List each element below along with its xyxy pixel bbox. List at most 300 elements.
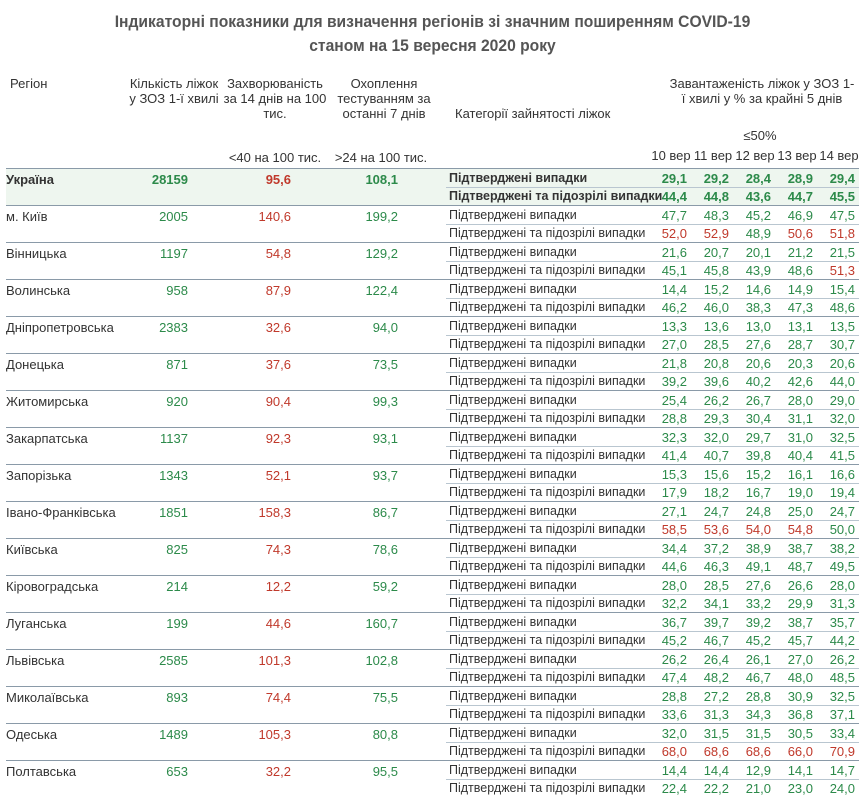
load-value: 19,4 bbox=[829, 485, 855, 500]
load-value: 39,7 bbox=[703, 615, 729, 630]
load-value: 45,2 bbox=[745, 208, 771, 223]
load-value: 53,6 bbox=[703, 522, 729, 537]
category-label: Підтверджені та підозрілі випадки bbox=[449, 411, 646, 425]
load-value: 54,8 bbox=[787, 522, 813, 537]
region-name: Львівська bbox=[6, 653, 65, 668]
header-threshold-testing: >24 на 100 тис. bbox=[334, 150, 428, 165]
load-value: 33,4 bbox=[829, 726, 855, 741]
category-label: Підтверджені випадки bbox=[449, 245, 577, 259]
region-name: Кіровоградська bbox=[6, 579, 99, 594]
load-value: 28,8 bbox=[661, 411, 687, 426]
region-name: Київська bbox=[6, 542, 58, 557]
table-row bbox=[6, 279, 859, 316]
table-row bbox=[6, 353, 859, 390]
load-value: 28,0 bbox=[829, 578, 855, 593]
header-incidence: Захворюваність за 14 днів на 100 тис. bbox=[223, 76, 327, 121]
load-value: 15,3 bbox=[661, 467, 687, 482]
load-value: 45,8 bbox=[703, 263, 729, 278]
region-name: Донецька bbox=[6, 357, 65, 372]
load-value: 25,4 bbox=[661, 393, 687, 408]
header-day: 14 вер bbox=[819, 148, 859, 163]
load-value: 20,8 bbox=[703, 356, 729, 371]
load-value: 12,9 bbox=[745, 763, 771, 778]
testing-value: 108,1 bbox=[365, 172, 398, 187]
load-value: 16,1 bbox=[787, 467, 813, 482]
load-value: 44,7 bbox=[787, 189, 813, 204]
category-label: Підтверджені випадки bbox=[449, 393, 577, 407]
category-label: Підтверджені та підозрілі випадки bbox=[449, 559, 646, 573]
header-testing: Охоплення тестуванням за останні 7 днів bbox=[337, 76, 431, 121]
beds-count: 1489 bbox=[159, 727, 188, 742]
load-value: 24,7 bbox=[829, 504, 855, 519]
load-value: 41,4 bbox=[661, 448, 687, 463]
table-row bbox=[6, 760, 859, 797]
beds-count: 1851 bbox=[159, 505, 188, 520]
load-value: 46,0 bbox=[703, 300, 729, 315]
testing-value: 75,5 bbox=[372, 690, 398, 705]
load-value: 46,3 bbox=[703, 559, 729, 574]
load-value: 20,6 bbox=[745, 356, 771, 371]
incidence-value: 95,6 bbox=[265, 172, 291, 187]
category-label: Підтверджені та підозрілі випадки bbox=[449, 300, 646, 314]
category-label: Підтверджені та підозрілі випадки bbox=[449, 226, 646, 240]
row-divider bbox=[446, 742, 859, 743]
category-label: Підтверджені випадки bbox=[449, 504, 577, 518]
load-value: 36,7 bbox=[661, 615, 687, 630]
testing-value: 95,5 bbox=[372, 764, 398, 779]
load-value: 14,4 bbox=[703, 763, 729, 778]
load-value: 68,0 bbox=[661, 744, 687, 759]
beds-count: 2383 bbox=[159, 320, 188, 335]
load-value: 39,2 bbox=[661, 374, 687, 389]
header-threshold-load: ≤50% bbox=[743, 128, 777, 143]
load-value: 28,0 bbox=[787, 393, 813, 408]
header-category: Категорії зайнятості ліжок bbox=[455, 106, 611, 121]
incidence-value: 140,6 bbox=[258, 209, 291, 224]
load-value: 48,6 bbox=[787, 263, 813, 278]
load-value: 31,3 bbox=[829, 596, 855, 611]
load-value: 49,1 bbox=[745, 559, 771, 574]
table-row bbox=[6, 538, 859, 575]
page-title bbox=[35, 10, 831, 58]
load-value: 44,0 bbox=[829, 374, 855, 389]
table-row bbox=[6, 390, 859, 427]
load-value: 33,2 bbox=[745, 596, 771, 611]
load-value: 26,2 bbox=[703, 393, 729, 408]
region-name: Дніпропетровська bbox=[6, 320, 114, 335]
table-row bbox=[6, 205, 859, 242]
load-value: 29,0 bbox=[829, 393, 855, 408]
load-value: 26,2 bbox=[829, 652, 855, 667]
load-value: 36,8 bbox=[787, 707, 813, 722]
load-value: 54,0 bbox=[745, 522, 771, 537]
region-name: Одеська bbox=[6, 727, 58, 742]
load-value: 22,4 bbox=[661, 781, 687, 796]
load-value: 16,7 bbox=[745, 485, 771, 500]
testing-value: 129,2 bbox=[365, 246, 398, 261]
category-label: Підтверджені випадки bbox=[449, 652, 577, 666]
load-value: 14,1 bbox=[787, 763, 813, 778]
region-name: Запорізька bbox=[6, 468, 72, 483]
header-region: Регіон bbox=[10, 76, 48, 91]
load-value: 27,6 bbox=[745, 578, 771, 593]
load-value: 32,0 bbox=[829, 411, 855, 426]
table-row bbox=[6, 168, 859, 205]
load-value: 30,7 bbox=[829, 337, 855, 352]
load-value: 48,2 bbox=[703, 670, 729, 685]
load-value: 31,0 bbox=[787, 430, 813, 445]
load-value: 38,7 bbox=[787, 541, 813, 556]
incidence-value: 52,1 bbox=[265, 468, 291, 483]
load-value: 50,0 bbox=[829, 522, 855, 537]
region-name: Вінницька bbox=[6, 246, 67, 261]
category-label: Підтверджені та підозрілі випадки bbox=[449, 744, 646, 758]
header-load: Завантаженість ліжок у ЗОЗ 1-ї хвилі у % за крайні 5 днів bbox=[669, 76, 855, 106]
category-label: Підтверджені та підозрілі випадки bbox=[449, 596, 646, 610]
load-value: 21,2 bbox=[787, 245, 813, 260]
table-row bbox=[6, 612, 859, 649]
load-value: 40,7 bbox=[703, 448, 729, 463]
category-label: Підтверджені та підозрілі випадки bbox=[449, 522, 646, 536]
region-name: Івано-Франківська bbox=[6, 505, 116, 520]
incidence-value: 158,3 bbox=[258, 505, 291, 520]
header-days bbox=[650, 148, 860, 163]
load-value: 27,6 bbox=[745, 337, 771, 352]
region-name: Полтавська bbox=[6, 764, 77, 779]
category-label: Підтверджені випадки bbox=[449, 319, 577, 333]
load-value: 14,9 bbox=[787, 282, 813, 297]
load-value: 15,2 bbox=[745, 467, 771, 482]
header-day: 13 вер bbox=[777, 148, 817, 163]
header-beds: Кількість ліжок у ЗОЗ 1-ї хвилі bbox=[129, 76, 219, 106]
beds-count: 871 bbox=[166, 357, 188, 372]
header-threshold-incidence: <40 на 100 тис. bbox=[228, 150, 322, 165]
load-value: 46,7 bbox=[703, 633, 729, 648]
category-label: Підтверджені випадки bbox=[449, 356, 577, 370]
load-value: 29,9 bbox=[787, 596, 813, 611]
incidence-value: 37,6 bbox=[265, 357, 291, 372]
category-label: Підтверджені випадки bbox=[449, 689, 577, 703]
load-value: 28,0 bbox=[661, 578, 687, 593]
category-label: Підтверджені та підозрілі випадки bbox=[449, 374, 646, 388]
row-divider bbox=[446, 409, 859, 410]
load-value: 29,3 bbox=[703, 411, 729, 426]
beds-count: 1197 bbox=[160, 246, 188, 261]
testing-value: 73,5 bbox=[372, 357, 398, 372]
incidence-value: 32,6 bbox=[265, 320, 291, 335]
testing-value: 86,7 bbox=[372, 505, 398, 520]
load-value: 30,4 bbox=[745, 411, 771, 426]
load-value: 51,3 bbox=[829, 263, 855, 278]
category-label: Підтверджені випадки bbox=[449, 282, 577, 296]
category-label: Підтверджені випадки bbox=[449, 726, 577, 740]
load-value: 32,0 bbox=[661, 726, 687, 741]
load-value: 52,0 bbox=[661, 226, 687, 241]
testing-value: 99,3 bbox=[372, 394, 398, 409]
load-value: 29,1 bbox=[661, 171, 687, 186]
load-value: 41,5 bbox=[829, 448, 855, 463]
row-divider bbox=[446, 446, 859, 447]
load-value: 45,7 bbox=[787, 633, 813, 648]
load-value: 48,7 bbox=[787, 559, 813, 574]
load-value: 51,8 bbox=[829, 226, 855, 241]
row-divider bbox=[446, 187, 859, 188]
row-divider bbox=[446, 557, 859, 558]
load-value: 24,7 bbox=[703, 504, 729, 519]
load-value: 28,9 bbox=[787, 171, 813, 186]
table-row bbox=[6, 575, 859, 612]
category-label: Підтверджені випадки bbox=[449, 467, 577, 481]
table-row bbox=[6, 242, 859, 279]
beds-count: 825 bbox=[166, 542, 188, 557]
load-value: 32,5 bbox=[829, 430, 855, 445]
table-row bbox=[6, 464, 859, 501]
load-value: 28,4 bbox=[745, 171, 771, 186]
testing-value: 160,7 bbox=[365, 616, 398, 631]
testing-value: 80,8 bbox=[372, 727, 398, 742]
row-divider bbox=[446, 224, 859, 225]
load-value: 20,6 bbox=[829, 356, 855, 371]
load-value: 39,6 bbox=[703, 374, 729, 389]
load-value: 47,7 bbox=[661, 208, 687, 223]
load-value: 46,7 bbox=[745, 670, 771, 685]
load-value: 24,0 bbox=[829, 781, 855, 796]
load-value: 31,3 bbox=[703, 707, 729, 722]
load-value: 30,5 bbox=[787, 726, 813, 741]
incidence-value: 74,3 bbox=[265, 542, 291, 557]
load-value: 32,5 bbox=[829, 689, 855, 704]
region-name: Миколаївська bbox=[6, 690, 89, 705]
load-value: 39,2 bbox=[745, 615, 771, 630]
incidence-value: 101,3 bbox=[258, 653, 291, 668]
table-row bbox=[6, 316, 859, 353]
load-value: 47,4 bbox=[661, 670, 687, 685]
load-value: 48,0 bbox=[787, 670, 813, 685]
load-value: 70,9 bbox=[829, 744, 855, 759]
title-line-2: станом на 15 вересня 2020 року bbox=[309, 36, 556, 55]
load-value: 29,2 bbox=[703, 171, 729, 186]
category-label: Підтверджені та підозрілі випадки bbox=[449, 189, 663, 203]
load-value: 22,2 bbox=[703, 781, 729, 796]
load-value: 13,1 bbox=[787, 319, 813, 334]
load-value: 68,6 bbox=[745, 744, 771, 759]
load-value: 20,1 bbox=[745, 245, 771, 260]
category-label: Підтверджені та підозрілі випадки bbox=[449, 781, 646, 795]
beds-count: 1343 bbox=[159, 468, 188, 483]
load-value: 34,1 bbox=[703, 596, 729, 611]
load-value: 50,6 bbox=[787, 226, 813, 241]
load-value: 44,2 bbox=[829, 633, 855, 648]
load-value: 18,2 bbox=[703, 485, 729, 500]
row-divider bbox=[446, 668, 859, 669]
load-value: 46,2 bbox=[661, 300, 687, 315]
load-value: 13,3 bbox=[661, 319, 687, 334]
beds-count: 2585 bbox=[159, 653, 188, 668]
load-value: 37,2 bbox=[703, 541, 729, 556]
load-value: 30,9 bbox=[787, 689, 813, 704]
testing-value: 199,2 bbox=[365, 209, 398, 224]
testing-value: 94,0 bbox=[372, 320, 398, 335]
load-value: 26,1 bbox=[745, 652, 771, 667]
table-row bbox=[6, 649, 859, 686]
testing-value: 59,2 bbox=[372, 579, 398, 594]
load-value: 16,6 bbox=[829, 467, 855, 482]
beds-count: 1137 bbox=[160, 431, 188, 446]
load-value: 28,8 bbox=[745, 689, 771, 704]
load-value: 45,2 bbox=[745, 633, 771, 648]
load-value: 15,4 bbox=[829, 282, 855, 297]
load-value: 14,7 bbox=[829, 763, 855, 778]
load-value: 45,1 bbox=[661, 263, 687, 278]
load-value: 34,4 bbox=[661, 541, 687, 556]
load-value: 48,9 bbox=[745, 226, 771, 241]
load-value: 37,1 bbox=[829, 707, 855, 722]
row-divider bbox=[446, 261, 859, 262]
load-value: 27,1 bbox=[661, 504, 687, 519]
region-name: Луганська bbox=[6, 616, 67, 631]
load-value: 32,3 bbox=[661, 430, 687, 445]
beds-count: 893 bbox=[166, 690, 188, 705]
load-value: 68,6 bbox=[703, 744, 729, 759]
category-label: Підтверджені випадки bbox=[449, 578, 577, 592]
title-line-1: Індикаторні показники для визначення регіонів зі значним поширенням COVID-19 bbox=[114, 12, 751, 31]
table-row bbox=[6, 686, 859, 723]
load-value: 47,5 bbox=[829, 208, 855, 223]
load-value: 33,6 bbox=[661, 707, 687, 722]
table-row bbox=[6, 427, 859, 464]
load-value: 38,7 bbox=[787, 615, 813, 630]
category-label: Підтверджені та підозрілі випадки bbox=[449, 707, 646, 721]
load-value: 34,3 bbox=[745, 707, 771, 722]
category-label: Підтверджені випадки bbox=[449, 763, 577, 777]
table-row bbox=[6, 723, 859, 760]
load-value: 26,2 bbox=[661, 652, 687, 667]
row-divider bbox=[446, 372, 859, 373]
load-value: 47,3 bbox=[787, 300, 813, 315]
load-value: 13,0 bbox=[745, 319, 771, 334]
load-value: 44,6 bbox=[661, 559, 687, 574]
beds-count: 214 bbox=[166, 579, 188, 594]
testing-value: 93,7 bbox=[372, 468, 398, 483]
category-label: Підтверджені випадки bbox=[449, 430, 577, 444]
testing-value: 102,8 bbox=[365, 653, 398, 668]
load-value: 43,9 bbox=[745, 263, 771, 278]
load-value: 14,4 bbox=[661, 763, 687, 778]
row-divider bbox=[446, 705, 859, 706]
testing-value: 78,6 bbox=[372, 542, 398, 557]
category-label: Підтверджені випадки bbox=[449, 171, 588, 185]
header-day: 10 вер bbox=[651, 148, 691, 163]
row-divider bbox=[446, 631, 859, 632]
beds-count: 653 bbox=[166, 764, 188, 779]
region-name: Волинська bbox=[6, 283, 71, 298]
incidence-value: 32,2 bbox=[265, 764, 291, 779]
load-value: 29,4 bbox=[829, 171, 855, 186]
load-value: 32,2 bbox=[661, 596, 687, 611]
category-label: Підтверджені та підозрілі випадки bbox=[449, 337, 646, 351]
category-label: Підтверджені та підозрілі випадки bbox=[449, 670, 646, 684]
load-value: 49,5 bbox=[829, 559, 855, 574]
incidence-value: 12,2 bbox=[265, 579, 291, 594]
beds-count: 2005 bbox=[159, 209, 188, 224]
category-label: Підтверджені та підозрілі випадки bbox=[449, 263, 646, 277]
load-value: 26,7 bbox=[745, 393, 771, 408]
testing-value: 93,1 bbox=[372, 431, 398, 446]
load-value: 14,6 bbox=[745, 282, 771, 297]
load-value: 38,2 bbox=[829, 541, 855, 556]
load-value: 23,0 bbox=[787, 781, 813, 796]
load-value: 28,7 bbox=[787, 337, 813, 352]
incidence-value: 74,4 bbox=[265, 690, 291, 705]
load-value: 13,5 bbox=[829, 319, 855, 334]
load-value: 27,2 bbox=[703, 689, 729, 704]
table-row bbox=[6, 501, 859, 538]
load-value: 25,0 bbox=[787, 504, 813, 519]
load-value: 39,8 bbox=[745, 448, 771, 463]
load-value: 45,2 bbox=[661, 633, 687, 648]
load-value: 35,7 bbox=[829, 615, 855, 630]
load-value: 48,5 bbox=[829, 670, 855, 685]
load-value: 38,3 bbox=[745, 300, 771, 315]
incidence-value: 87,9 bbox=[265, 283, 291, 298]
incidence-value: 54,8 bbox=[265, 246, 291, 261]
load-value: 21,6 bbox=[661, 245, 687, 260]
load-value: 40,2 bbox=[745, 374, 771, 389]
load-value: 58,5 bbox=[661, 522, 687, 537]
incidence-value: 105,3 bbox=[258, 727, 291, 742]
load-value: 45,5 bbox=[829, 189, 855, 204]
load-value: 27,0 bbox=[661, 337, 687, 352]
load-value: 31,5 bbox=[703, 726, 729, 741]
header-day: 11 вер bbox=[693, 148, 733, 163]
load-value: 15,2 bbox=[703, 282, 729, 297]
beds-count: 958 bbox=[166, 283, 188, 298]
row-divider bbox=[446, 779, 859, 780]
load-value: 31,5 bbox=[745, 726, 771, 741]
load-value: 27,0 bbox=[787, 652, 813, 667]
category-label: Підтверджені та підозрілі випадки bbox=[449, 485, 646, 499]
load-value: 21,0 bbox=[745, 781, 771, 796]
load-value: 46,9 bbox=[787, 208, 813, 223]
load-value: 26,6 bbox=[787, 578, 813, 593]
row-divider bbox=[446, 594, 859, 595]
load-value: 20,7 bbox=[703, 245, 729, 260]
category-label: Підтверджені та підозрілі випадки bbox=[449, 633, 646, 647]
load-value: 14,4 bbox=[661, 282, 687, 297]
category-label: Підтверджені випадки bbox=[449, 208, 577, 222]
load-value: 13,6 bbox=[703, 319, 729, 334]
load-value: 20,3 bbox=[787, 356, 813, 371]
load-value: 44,8 bbox=[703, 189, 729, 204]
load-value: 29,7 bbox=[745, 430, 771, 445]
testing-value: 122,4 bbox=[365, 283, 398, 298]
row-divider bbox=[446, 298, 859, 299]
load-value: 21,5 bbox=[829, 245, 855, 260]
load-value: 44,4 bbox=[661, 189, 687, 204]
load-value: 21,8 bbox=[661, 356, 687, 371]
load-value: 24,8 bbox=[745, 504, 771, 519]
row-divider bbox=[446, 335, 859, 336]
load-value: 28,5 bbox=[703, 578, 729, 593]
load-value: 32,0 bbox=[703, 430, 729, 445]
load-value: 66,0 bbox=[787, 744, 813, 759]
load-value: 15,6 bbox=[703, 467, 729, 482]
category-label: Підтверджені та підозрілі випадки bbox=[449, 448, 646, 462]
region-name: Житомирська bbox=[6, 394, 89, 409]
row-divider bbox=[446, 520, 859, 521]
region-name: Закарпатська bbox=[6, 431, 88, 446]
row-divider bbox=[446, 483, 859, 484]
